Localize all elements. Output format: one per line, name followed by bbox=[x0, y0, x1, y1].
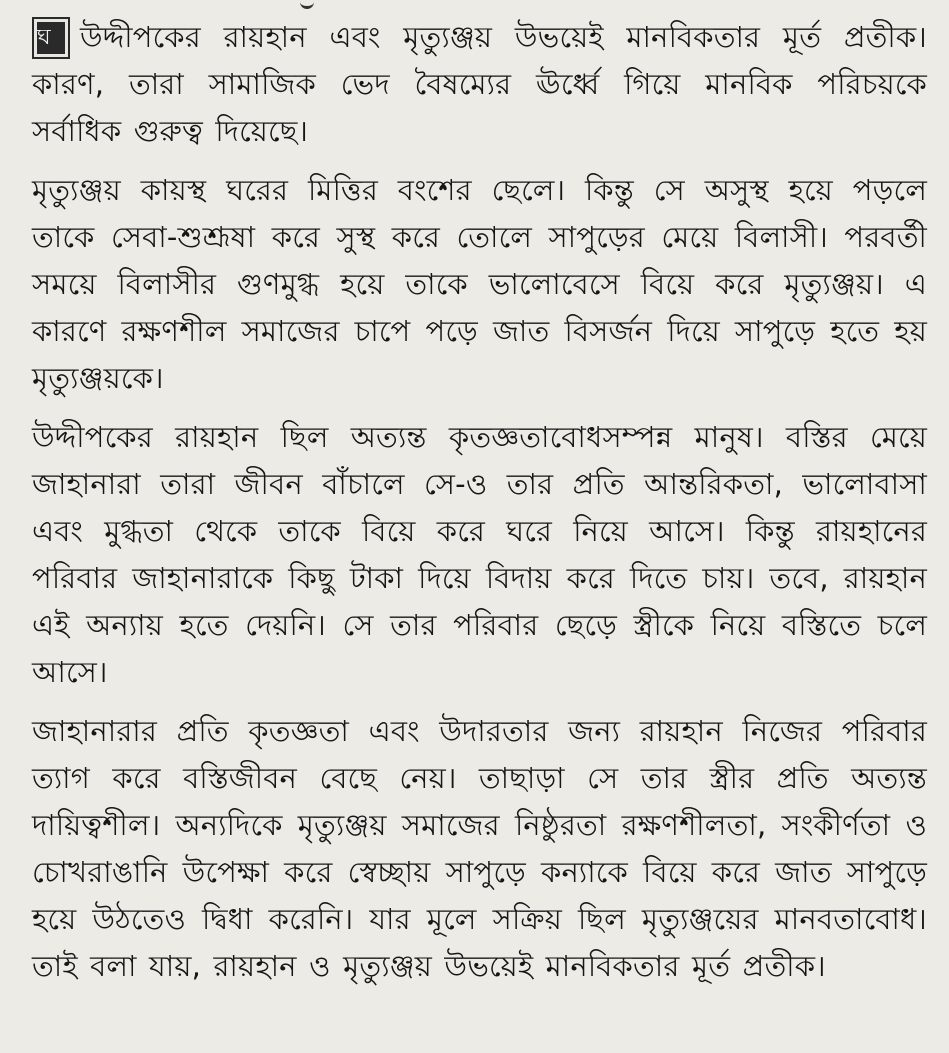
answer-paragraph-1 bbox=[32, 14, 927, 155]
paragraph-text: উদ্দীপকের রায়হান এবং মৃত্যুঞ্জয় উভয়েই মানবিকতার মূর্ত প্রতীক। কারণ, তারা সামাজিক ভেদ বৈষম্যের ঊর্ধ্বে গিয়ে মানবিক পরিচয়কে সর্বাধিক গুরুত্ব দিয়েছে। bbox=[32, 20, 927, 148]
question-label-badge: ঘ bbox=[34, 19, 68, 57]
cropped-glyph-fragment bbox=[300, 0, 314, 9]
answer-paragraph-3: উদ্দীপকের রায়হান ছিল অত্যন্ত কৃতজ্ঞতাবোধসম্পন্ন মানুষ। বস্তির মেয়ে জাহানারা তারা জীবন বাঁচালে সে-ও তার প্রতি আন্তরিকতা, ভালোবাসা এবং মুগ্ধতা থেকে তাকে বিয়ে করে ঘরে নিয়ে আসে। কিন্তু রায়হানের পরিবার জাহানারাকে কিছু টাকা দিয়ে বিদায় করে দিতে চায়। তবে, রায়হান এই অন্যায় হতে দেয়নি। সে তার পরিবার ছেড়ে স্ত্রীকে নিয়ে বস্তিতে চলে আসে। bbox=[32, 420, 927, 689]
answer-paragraph-4: জাহানারার প্রতি কৃতজ্ঞতা এবং উদারতার জন্য রায়হান নিজের পরিবার ত্যাগ করে বস্তিজীবন বেছে নেয়। তাছাড়া সে তার স্ত্রীর প্রতি অত্যন্ত দায়িত্বশীল। অন্যদিকে মৃত্যুঞ্জয় সমাজের নিষ্ঠুরতা রক্ষণশীলতা, সংকীর্ণতা ও চোখরাঙানি উপেক্ষা করে স্বেচ্ছায় সাপুড়ে কন্যাকে বিয়ে করে জাত সাপুড়ে হয়ে উঠতেও দ্বিধা করেনি। যার মূলে সক্রিয় ছিল মৃত্যুঞ্জয়ের মানবতাবোধ। তাই বলা যায়, রায়হান ও মৃত্যুঞ্জয় উভয়েই মানবিকতার মূর্ত প্রতীক। bbox=[32, 714, 927, 983]
answer-paragraph-2: মৃত্যুঞ্জয় কায়স্থ ঘরের মিত্তির বংশের ছেলে। কিন্তু সে অসুস্থ হয়ে পড়লে তাকে সেবা-শুশ্রূষা করে সুস্থ করে তোলে সাপুড়ের মেয়ে বিলাসী। পরবর্তী সময়ে বিলাসীর গুণমুগ্ধ হয়ে তাকে ভালোবেসে বিয়ে করে মৃত্যুঞ্জয়। এ কারণে রক্ষণশীল সমাজের চাপে পড়ে জাত বিসর্জন দিয়ে সাপুড়ে হতে হয় মৃত্যুঞ্জয়কে। bbox=[32, 173, 927, 395]
